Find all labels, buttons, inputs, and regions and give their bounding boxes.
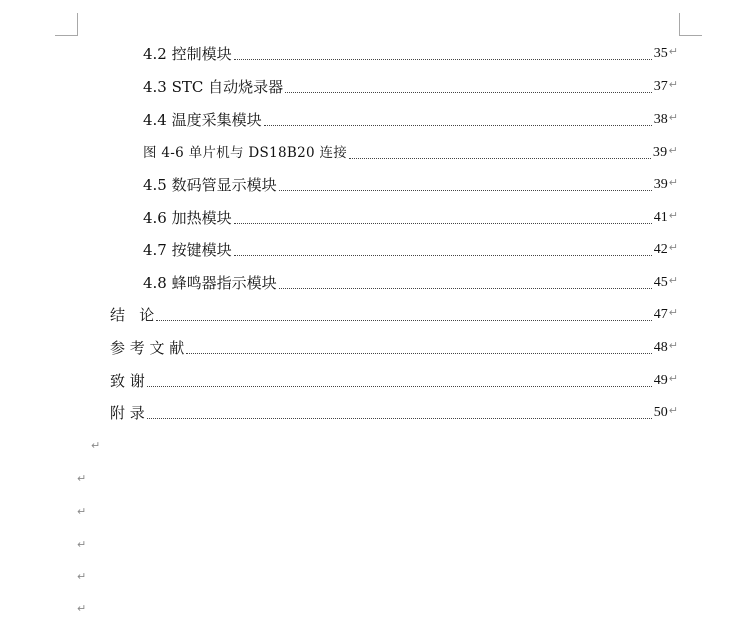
paragraph-mark-icon: ↵ [668, 404, 678, 417]
toc-entry[interactable] [110, 305, 678, 325]
toc-entry-page: 47 [653, 307, 668, 322]
toc-entry-title: 附 录 [110, 404, 145, 422]
toc-entry-page: 39 [653, 177, 668, 192]
paragraph-mark-icon: ↵ [668, 274, 678, 287]
toc-dot-leader [156, 319, 651, 321]
toc-entry-page: 50 [653, 405, 668, 420]
toc-dot-leader [186, 352, 651, 354]
toc-entry[interactable] [110, 371, 678, 391]
toc-entry[interactable] [143, 273, 678, 293]
toc-entry-title: 4.3 STC 自动烧录器 [143, 78, 284, 96]
paragraph-mark-icon: ↵ [668, 78, 678, 91]
toc-entry-title: 4.8 蜂鸣器指示模块 [143, 274, 277, 292]
toc-entry[interactable] [143, 77, 678, 97]
toc-dot-leader [147, 385, 652, 387]
paragraph-mark-icon: ↵ [77, 602, 87, 615]
paragraph-mark-icon: ↵ [91, 439, 101, 452]
toc-entry-title: 4.5 数码管显示模块 [143, 176, 277, 194]
paragraph-mark-icon: ↵ [77, 538, 87, 551]
paragraph-mark-icon: ↵ [668, 45, 678, 58]
toc-entry-page: 37 [653, 79, 668, 94]
toc-entry[interactable] [143, 143, 678, 163]
toc-entry-title: 4.4 温度采集模块 [143, 111, 262, 129]
toc-entry-page: 35 [653, 46, 668, 61]
paragraph-mark-icon: ↵ [668, 241, 678, 254]
paragraph-mark-icon: ↵ [668, 144, 678, 157]
toc-entry[interactable] [110, 403, 678, 423]
toc-entry-title: 4.2 控制模块 [143, 45, 232, 63]
toc-entry[interactable] [143, 175, 678, 195]
toc-entry[interactable] [143, 240, 678, 260]
paragraph-mark-icon: ↵ [77, 570, 87, 583]
paragraph-mark-icon: ↵ [668, 306, 678, 319]
crop-mark-top-right [679, 13, 702, 36]
paragraph-mark-icon: ↵ [77, 472, 87, 485]
toc-entry[interactable] [143, 208, 678, 228]
paragraph-mark-icon: ↵ [668, 209, 678, 222]
toc-dot-leader [349, 157, 651, 159]
paragraph-mark-icon: ↵ [668, 339, 678, 352]
toc-entry-title: 致 谢 [110, 372, 145, 390]
toc-dot-leader [285, 91, 652, 93]
paragraph-mark-icon: ↵ [668, 111, 678, 124]
crop-mark-top-left [55, 13, 78, 36]
toc-entry[interactable] [143, 44, 678, 64]
paragraph-mark-icon: ↵ [77, 505, 87, 518]
toc-entry-page: 45 [653, 275, 668, 290]
paragraph-mark-icon: ↵ [668, 176, 678, 189]
toc-entry-page: 49 [653, 373, 668, 388]
toc-dot-leader [234, 254, 652, 256]
toc-entry-page: 48 [653, 340, 668, 355]
toc-dot-leader [264, 124, 652, 126]
toc-dot-leader [234, 222, 652, 224]
toc-entry-title: 参 考 文 献 [110, 339, 185, 357]
toc-dot-leader [279, 287, 652, 289]
toc-dot-leader [279, 189, 652, 191]
paragraph-mark-icon: ↵ [668, 372, 678, 385]
toc-entry[interactable] [143, 110, 678, 130]
toc-dot-leader [147, 417, 652, 419]
toc-entry-page: 39 [652, 145, 668, 160]
toc-dot-leader [234, 58, 652, 60]
toc-entry-page: 41 [653, 210, 668, 225]
toc-entry-title: 4.6 加热模块 [143, 209, 232, 227]
toc-entry-title: 4.7 按键模块 [143, 241, 232, 259]
toc-entry-page: 38 [653, 112, 668, 127]
toc-entry-page: 42 [653, 242, 668, 257]
toc-entry-title: 结 论 [110, 306, 155, 324]
toc-entry-title: 图 4-6 单片机与 DS18B20 连接 [143, 145, 348, 161]
toc-entry[interactable] [110, 338, 678, 358]
